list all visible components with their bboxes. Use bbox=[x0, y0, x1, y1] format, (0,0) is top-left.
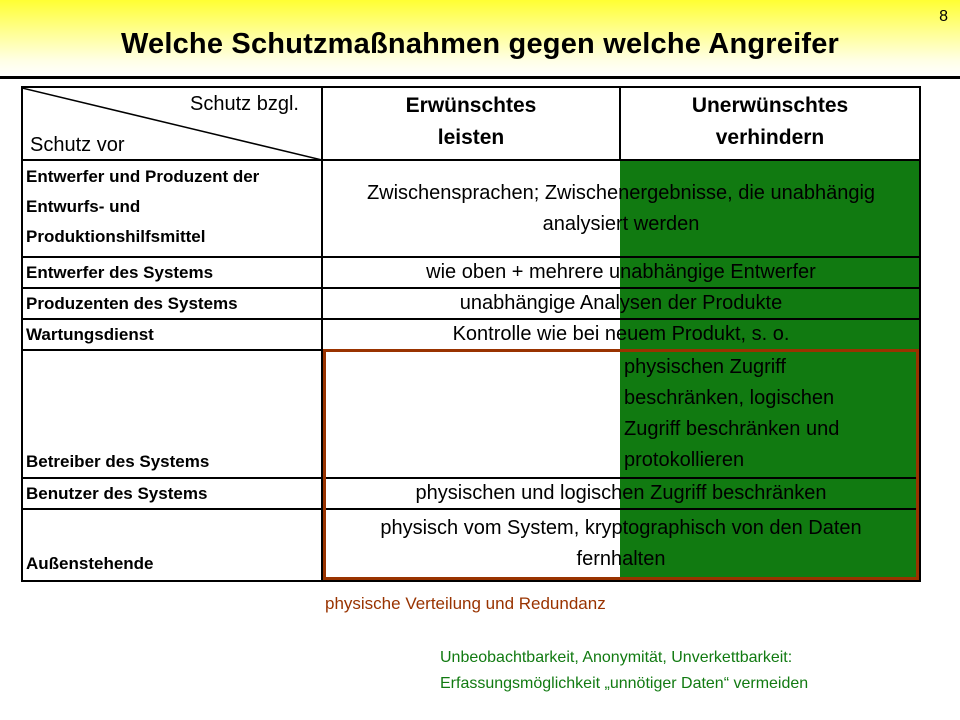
row-label-line: Entwerfer und Produzent der bbox=[26, 167, 260, 186]
row-label-line: Entwurfs- und bbox=[26, 197, 141, 216]
cell-aussenstehende bbox=[323, 510, 919, 578]
note-physische-verteilung: physische Verteilung und Redundanz bbox=[325, 594, 606, 613]
cell-wartungsdienst: Kontrolle wie bei neuem Produkt, s. o. bbox=[452, 323, 790, 345]
row-label-wartungsdienst: Wartungsdienst bbox=[26, 325, 154, 344]
cell-line: Zwischensprachen; Zwischenergebnisse, die unabhängig bbox=[366, 181, 876, 204]
cell-line: fernhalten bbox=[576, 548, 666, 570]
cell-betreiber bbox=[624, 352, 916, 476]
cell-line: protokollieren bbox=[624, 449, 745, 471]
corner-label-bottom: Schutz vor bbox=[30, 134, 125, 156]
header-line: Erwünschtes bbox=[405, 94, 537, 117]
row-label-produzenten: Produzenten des Systems bbox=[26, 294, 238, 313]
cell-entwerfer-system: wie oben + mehrere unabhängige Entwerfer bbox=[426, 261, 816, 283]
header-line: Unerwünschtes bbox=[691, 94, 849, 117]
header-line: leisten bbox=[437, 126, 505, 149]
cell-produzenten: unabhängige Analysen der Produkte bbox=[459, 292, 783, 314]
corner-label-top: Schutz bzgl. bbox=[190, 93, 299, 115]
slide-title: Welche Schutzmaßnahmen gegen welche Angreifer bbox=[120, 28, 840, 60]
note-line: Erfassungsmöglichkeit „unnötiger Daten“ vermeiden bbox=[440, 675, 809, 692]
cell-line: physisch vom System, kryptographisch von den Daten bbox=[380, 517, 862, 539]
cell-benutzer: physischen und logischen Zugriff beschränken bbox=[415, 482, 827, 504]
cell-entwerfer-produzent bbox=[323, 161, 919, 256]
row-label-betreiber: Betreiber des Systems bbox=[26, 452, 210, 471]
cell-line: beschränken, logischen bbox=[624, 387, 835, 409]
note-unbeobachtbarkeit bbox=[440, 645, 808, 697]
row-label-benutzer: Benutzer des Systems bbox=[26, 484, 208, 503]
row-label-entwerfer-produzent bbox=[26, 162, 259, 252]
row-label-aussenstehende: Außenstehende bbox=[26, 554, 154, 573]
column-header-unerwuenschtes bbox=[621, 90, 919, 154]
column-header-erwuenschtes bbox=[323, 90, 619, 154]
header-line: verhindern bbox=[715, 126, 825, 149]
row-label-line: Produktionshilfsmittel bbox=[26, 227, 206, 246]
cell-line: physischen Zugriff bbox=[624, 356, 786, 378]
slide-number: 8 bbox=[939, 8, 948, 25]
cell-line: Zugriff beschränken und bbox=[624, 418, 840, 440]
table-border-left bbox=[21, 86, 23, 582]
header-rule bbox=[0, 76, 960, 79]
note-line: Unbeobachtbarkeit, Anonymität, Unverkettbarkeit: bbox=[440, 649, 793, 666]
row-label-entwerfer-system: Entwerfer des Systems bbox=[26, 263, 214, 282]
cell-line: analysiert werden bbox=[542, 212, 700, 235]
